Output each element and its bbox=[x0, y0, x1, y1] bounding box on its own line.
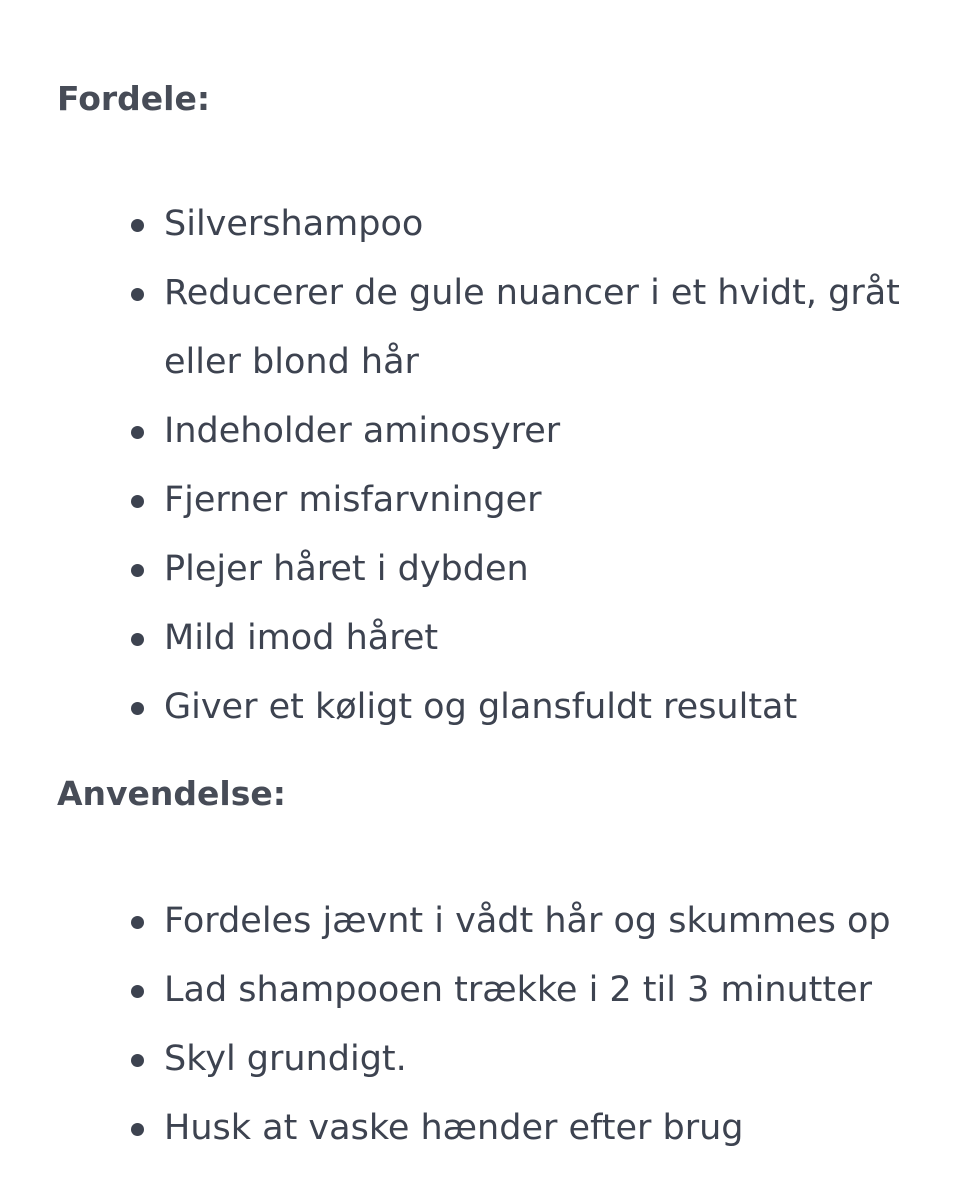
bullet-icon bbox=[131, 288, 144, 301]
list-item bbox=[0, 1094, 960, 1163]
list-item-text: Skyl grundigt. bbox=[164, 1039, 407, 1079]
list-item-text: Plejer håret i dybden bbox=[164, 549, 529, 589]
list-item bbox=[0, 259, 900, 397]
list-item-text: Lad shampooen trække i 2 til 3 minutter bbox=[164, 970, 873, 1010]
list-item bbox=[0, 956, 960, 1025]
list-item bbox=[0, 604, 960, 673]
bullet-icon bbox=[131, 495, 144, 508]
usage-list bbox=[0, 887, 960, 1163]
list-item-text: Silvershampoo bbox=[164, 204, 424, 244]
list-item bbox=[0, 535, 960, 604]
list-item-text: Indeholder aminosyrer bbox=[164, 411, 561, 451]
list-item bbox=[0, 673, 960, 742]
list-item-text: Reducerer de gule nuancer i et hvidt, gråt eller blond hår bbox=[164, 273, 900, 382]
bullet-icon bbox=[131, 1123, 144, 1136]
list-item-text: Mild imod håret bbox=[164, 618, 439, 658]
list-item bbox=[0, 190, 960, 259]
bullet-icon bbox=[131, 985, 144, 998]
list-item bbox=[0, 1025, 960, 1094]
benefits-list bbox=[0, 190, 960, 742]
bullet-icon bbox=[131, 1054, 144, 1067]
list-item bbox=[0, 466, 960, 535]
bullet-icon bbox=[131, 426, 144, 439]
list-item-text: Fjerner misfarvninger bbox=[164, 480, 542, 520]
benefits-heading: Fordele: bbox=[57, 79, 211, 118]
list-item bbox=[0, 887, 960, 956]
bullet-icon bbox=[131, 702, 144, 715]
list-item-text: Husk at vaske hænder efter brug bbox=[164, 1108, 744, 1148]
bullet-icon bbox=[131, 219, 144, 232]
bullet-icon bbox=[131, 633, 144, 646]
list-item-text: Fordeles jævnt i vådt hår og skummes op bbox=[164, 901, 891, 941]
list-item-text: Giver et køligt og glansfuldt resultat bbox=[164, 687, 798, 727]
usage-heading: Anvendelse: bbox=[57, 774, 286, 813]
list-item bbox=[0, 397, 960, 466]
bullet-icon bbox=[131, 564, 144, 577]
bullet-icon bbox=[131, 916, 144, 929]
